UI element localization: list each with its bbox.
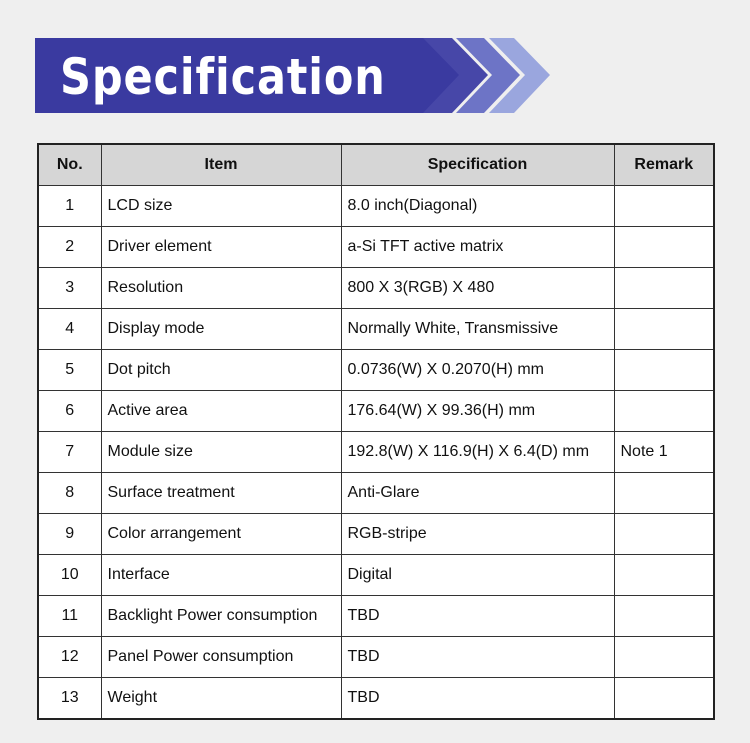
spec-cell: TBD	[341, 678, 614, 720]
row-number: 11	[38, 596, 101, 637]
table-row	[38, 514, 714, 555]
table-row	[38, 350, 714, 391]
item-cell: Panel Power consumption	[101, 637, 341, 678]
item-cell: Weight	[101, 678, 341, 720]
remark-cell	[614, 637, 714, 678]
page-title: Specification	[60, 48, 386, 106]
spec-cell: a-Si TFT active matrix	[341, 227, 614, 268]
row-number: 1	[38, 186, 101, 227]
spec-cell: Normally White, Transmissive	[341, 309, 614, 350]
table-row	[38, 391, 714, 432]
item-cell: Backlight Power consumption	[101, 596, 341, 637]
spec-cell: 192.8(W) X 116.9(H) X 6.4(D) mm	[341, 432, 614, 473]
remark-cell	[614, 473, 714, 514]
spec-cell: RGB-stripe	[341, 514, 614, 555]
table-row	[38, 555, 714, 596]
spec-cell: TBD	[341, 637, 614, 678]
row-number: 13	[38, 678, 101, 720]
table-row	[38, 473, 714, 514]
item-cell: Resolution	[101, 268, 341, 309]
spec-cell: 800 X 3(RGB) X 480	[341, 268, 614, 309]
row-number: 3	[38, 268, 101, 309]
table-row	[38, 227, 714, 268]
column-header-specification: Specification	[341, 144, 614, 186]
item-cell: LCD size	[101, 186, 341, 227]
remark-cell	[614, 309, 714, 350]
spec-cell: TBD	[341, 596, 614, 637]
spec-cell: 0.0736(W) X 0.2070(H) mm	[341, 350, 614, 391]
remark-cell	[614, 555, 714, 596]
column-header-item: Item	[101, 144, 341, 186]
table-row	[38, 637, 714, 678]
table-header-row	[38, 144, 714, 186]
row-number: 5	[38, 350, 101, 391]
row-number: 8	[38, 473, 101, 514]
item-cell: Module size	[101, 432, 341, 473]
remark-cell	[614, 350, 714, 391]
row-number: 2	[38, 227, 101, 268]
remark-cell	[614, 596, 714, 637]
remark-cell	[614, 678, 714, 720]
row-number: 6	[38, 391, 101, 432]
spec-cell: 8.0 inch(Diagonal)	[341, 186, 614, 227]
title-banner	[0, 0, 750, 130]
spec-cell: Anti-Glare	[341, 473, 614, 514]
row-number: 10	[38, 555, 101, 596]
column-header-no: No.	[38, 144, 101, 186]
remark-cell	[614, 227, 714, 268]
table-row	[38, 268, 714, 309]
remark-cell	[614, 514, 714, 555]
row-number: 9	[38, 514, 101, 555]
table-row	[38, 596, 714, 637]
item-cell: Driver element	[101, 227, 341, 268]
item-cell: Display mode	[101, 309, 341, 350]
item-cell: Active area	[101, 391, 341, 432]
spec-cell: 176.64(W) X 99.36(H) mm	[341, 391, 614, 432]
table-row	[38, 186, 714, 227]
table-row	[38, 309, 714, 350]
remark-cell: Note 1	[614, 432, 714, 473]
item-cell: Dot pitch	[101, 350, 341, 391]
row-number: 4	[38, 309, 101, 350]
row-number: 7	[38, 432, 101, 473]
column-header-remark: Remark	[614, 144, 714, 186]
table-row	[38, 432, 714, 473]
item-cell: Color arrangement	[101, 514, 341, 555]
row-number: 12	[38, 637, 101, 678]
remark-cell	[614, 268, 714, 309]
remark-cell	[614, 186, 714, 227]
table-row	[38, 678, 714, 720]
spec-cell: Digital	[341, 555, 614, 596]
remark-cell	[614, 391, 714, 432]
specification-table	[37, 143, 715, 720]
item-cell: Surface treatment	[101, 473, 341, 514]
item-cell: Interface	[101, 555, 341, 596]
